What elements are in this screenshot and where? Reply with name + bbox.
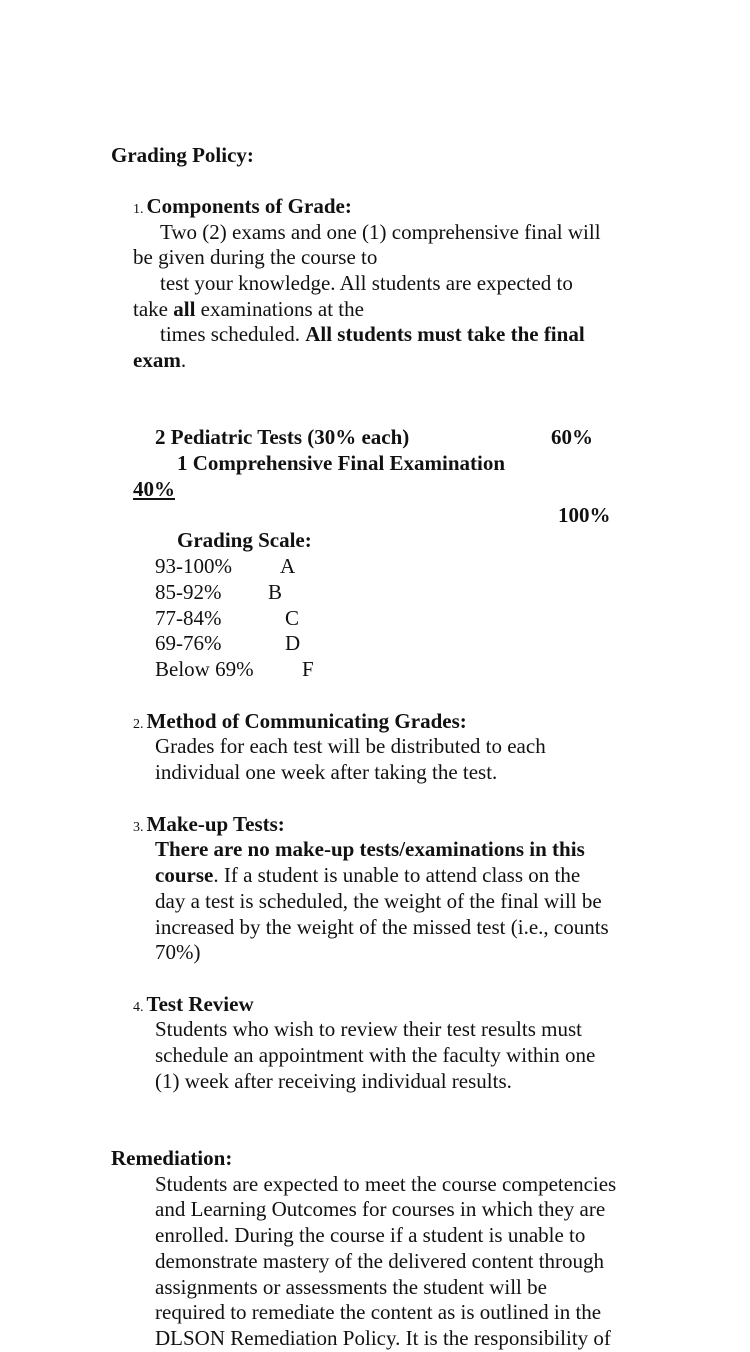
makeup-text-line-2 (155, 863, 580, 889)
grading-scale-title: Grading Scale: (177, 528, 312, 552)
scale-grade: C (285, 606, 300, 630)
makeup-text-line-3: day a test is scheduled, the weight of the final will be (155, 889, 602, 913)
scale-range: Below 69% (155, 657, 254, 681)
scale-grade: A (280, 554, 296, 578)
list-number: 4. (133, 1000, 144, 1015)
components-text-line-3: test your knowledge. All students are expected to (160, 271, 573, 295)
emphasis-all: all (173, 297, 196, 321)
text-fragment: . If a student is unable to attend class on the (213, 863, 581, 887)
text-fragment: . (180, 348, 187, 372)
scale-grade: F (302, 657, 314, 681)
remediation-text-line-5: assignments or assessments the student will be (155, 1275, 547, 1299)
remediation-text-line-1: Students are expected to meet the course competencies (155, 1172, 617, 1196)
text-fragment: take (133, 297, 174, 321)
components-text-line-2: be given during the course to (133, 245, 378, 269)
list-number: 1. (133, 202, 144, 217)
section-heading-grading-policy: Grading Policy: (111, 143, 254, 167)
remediation-text-line-3: enrolled. During the course if a student is unable to (155, 1223, 586, 1247)
weight-total-value: 100% (558, 503, 611, 527)
communicating-text-line-1: Grades for each test will be distributed to each (155, 734, 546, 758)
review-title: Test Review (146, 992, 254, 1016)
weight-pediatric-value: 60% (551, 425, 593, 449)
text-fragment: examinations at the (195, 297, 364, 321)
scale-grade: B (268, 580, 283, 604)
components-title: Components of Grade: (146, 194, 352, 218)
section-heading-remediation: Remediation: (111, 1146, 233, 1170)
components-text-line-5 (160, 322, 585, 348)
communicating-text-line-2: individual one week after taking the test. (155, 760, 498, 784)
weight-pediatric-label: 2 Pediatric Tests (30% each) (155, 425, 410, 449)
emphasis-course: course (155, 863, 214, 887)
review-text-line-1: Students who wish to review their test results must (155, 1017, 582, 1041)
remediation-text-line-4: demonstrate mastery of the delivered content through (155, 1249, 605, 1273)
list-number: 3. (133, 820, 144, 835)
components-text-line-4 (133, 297, 364, 323)
makeup-title: Make-up Tests: (146, 812, 285, 836)
text-fragment: times scheduled. (160, 322, 306, 346)
makeup-text-line-4: increased by the weight of the missed test (i.e., counts (155, 915, 609, 939)
remediation-text-line-6: required to remediate the content as is outlined in the (155, 1300, 602, 1324)
weight-final-label: 1 Comprehensive Final Examination (177, 451, 506, 475)
emphasis-final-exam: All students must take the final (305, 322, 585, 346)
emphasis-exam: exam (133, 348, 181, 372)
weight-final-value: 40% (133, 477, 175, 501)
scale-range: 69-76% (155, 631, 222, 655)
review-text-line-3: (1) week after receiving individual results. (155, 1069, 512, 1093)
scale-range: 85-92% (155, 580, 222, 604)
scale-grade: D (285, 631, 301, 655)
remediation-text-line-7: DLSON Remediation Policy. It is the responsibility of (155, 1326, 611, 1350)
components-heading (133, 194, 352, 223)
components-text-line-1: Two (2) exams and one (1) comprehensive final will (160, 220, 601, 244)
remediation-text-line-2: and Learning Outcomes for courses in which they are (155, 1197, 606, 1221)
list-number: 2. (133, 717, 144, 732)
communicating-title: Method of Communicating Grades: (146, 709, 467, 733)
review-text-line-2: schedule an appointment with the faculty within one (155, 1043, 596, 1067)
scale-range: 77-84% (155, 606, 222, 630)
makeup-text-line-1: There are no make-up tests/examinations in this (155, 837, 585, 861)
scale-range: 93-100% (155, 554, 232, 578)
makeup-text-line-5: 70%) (155, 940, 201, 964)
components-text-line-6 (133, 348, 186, 374)
